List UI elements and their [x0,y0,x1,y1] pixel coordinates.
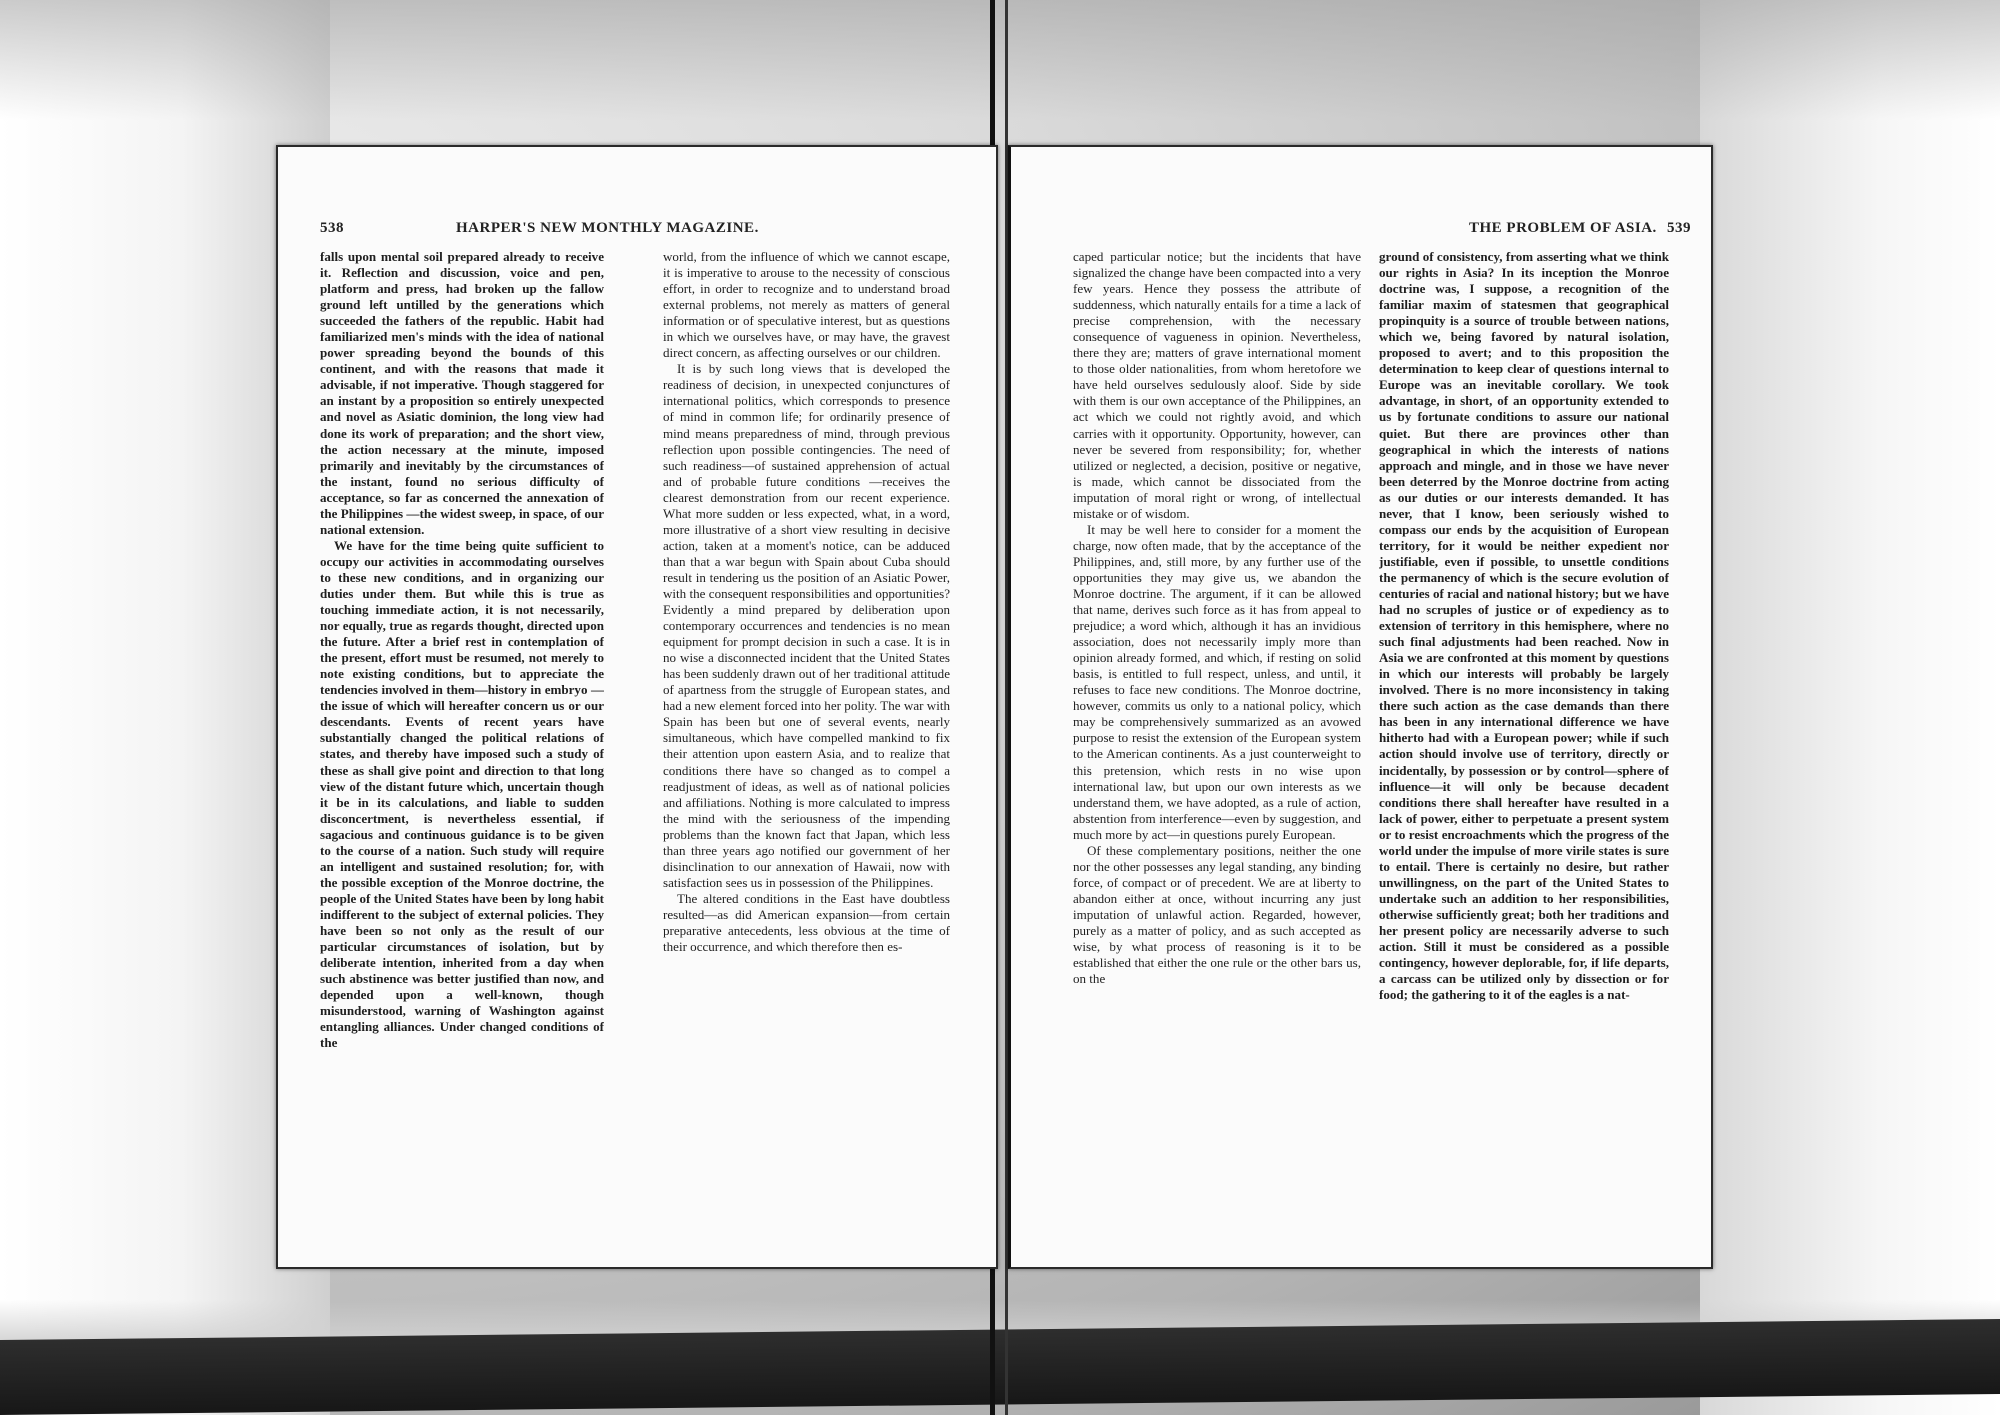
paragraph: It is by such long views that is developed the readiness of decision, in unexpected conjunctures of international politics, which corresponds to presence of mind in common life; for ordinarily presence of mind means preparedness of mind, through previous reflection upon possible contingencies. The need of such readiness—of sustained apprehension of actual and of probable future conditions —receives the clearest demonstration from our recent experience. What more sudden or less expected, what, in a word, more illustrative of a short view resulting in decisive action, taken at a moment's notice, can be adduced than that a war begun with Spain about Cuba should result in tendering us the position of an Asiatic Power, with the consequent responsibilities and opportunities? Evidently a mind prepared by deliberation upon contemporary occurrences and tendencies is no mean equipment for prompt decision in such a case. It is in no wise a disconnected incident that the United States has been suddenly drawn out of her traditional attitude of apartness from the struggle of European states, and had a new element forced into her polity. The war with Spain has been but one of several events, nearly simultaneous, which have compelled mankind to fix their attention upon eastern Asia, and to realize that conditions there have so changed as to compel a readjustment of ideas, as well as of national policies and affiliations. Nothing is more calculated to impress the mind with the seriousness of the impending problems than the known fact that Japan, which less than three years ago notified our government of her disinclination to our annexation of Hawaii, now with satisfaction sees us in possession of the Philippines. [663,361,950,890]
left-page-column-2 [663,249,950,1189]
paragraph: We have for the time being quite sufficient to occupy our activities in accommodating ourselves to these new conditions, and in organizing our duties under them. But while this is true as touching immediate action, it is not necessarily, nor equally, true as regards thought, directed upon the future. After a brief rest in contemplation of the present, effort must be resumed, not merely to note existing conditions, but to appreciate the tendencies involved in them—history in embryo —the issue of which will hereafter concern us or our descendants. Events of recent years have substantially changed the political relations of states, and thereby have imposed such a study of these as shall give point and direction to that long view of the distant future which, uncertain though it be in its calculations, and liable to sudden disconcertment, is nevertheless essential, if sagacious and continuous guidance is to be given to the course of a nation. Such study will require an intelligent and sustained resolution; for, with the possible exception of the Monroe doctrine, the people of the United States have been by long habit indifferent to the subject of external policies. They have been so not only as the result of our particular circumstances of isolation, but by deliberate intention, inherited from a day when such abstinence was better justified than now, and depended upon a well-known, though misunderstood, warning of Washington against entangling alliances. Under changed conditions of the [320,537,604,1051]
left-running-head [278,220,996,240]
scan-right-margin [1700,0,2000,1415]
paragraph: ground of consistency, from asserting what we think our rights in Asia? In its inception the Monroe doctrine was, I suppose, a recognition of the familiar maxim of statesmen that geographical propinquity is a source of trouble between nations, which we, being favored by natural isolation, proposed to avert; and to this proposition the determination to keep clear of questions internal to Europe was an inevitable corollary. We took advantage, in short, of an opportunity extended to us by fortunate conditions to assure our national quiet. But there are provinces other than geographical in which the interests of nations approach and mingle, and in those we have never been deterred by the Monroe doctrine from acting as our duties or our interests demanded. It has never, that I know, been seriously wished to compass our ends by the acquisition of European territory, for it would be neither expedient nor justifiable, even if possible, to unsettle conditions the permanency of which is the secure evolution of centuries of racial and national history; but we have had no scruples of justice or of expediency as to extension of territory in this hemisphere, where no such final adjustments had been reached. Now in Asia we are confronted at this moment by questions in which our interests will probably be largely involved. There is no more inconsistency in taking there such action as the case demands than there has been in any international difference we have hitherto had with a European power; while if such action should involve use of territory, directly or incidentally, by possession or by control—sphere of influence—it will only be because decadent conditions there shall hereafter have resulted in a lack of power, either to perpetuate a present system or to resist encroachments which the progress of the world under the impulse of more virile states is sure to entail. There is certainly no desire, but rather unwillingness, on the part of the United States to undertake such an addition to her responsibilities, otherwise sufficiently great; both her traditions and her present policy are necessarily adverse to such action. Still it must be considered as a possible contingency, however deplorable, for, if life departs, a carcass can be utilized only by dissection or for food; the gathering to it of the eagles is a nat- [1379,249,1669,1003]
paragraph: world, from the influence of which we cannot escape, it is imperative to arouse to the necessity of conscious effort, in order to recognize and to understand broad external problems, not merely as matters of general information or of speculative interest, but as questions in which we ourselves have, or may have, the gravest direct concern, as affecting ourselves or our children. [663,249,950,361]
paragraph: The altered conditions in the East have doubtless resulted—as did American expansion—from certain preparative antecedents, less obvious at the time of their occurrence, and which therefore then es- [663,890,950,955]
right-running-head [1011,220,1711,240]
right-page [1008,145,1713,1269]
right-page-number: 539 [1667,220,1691,236]
left-running-title: HARPER'S NEW MONTHLY MAGAZINE. [456,220,759,236]
left-page [276,145,998,1269]
paragraph: It may be well here to consider for a moment the charge, now often made, that by the acceptance of the Philippines, and, still more, by any further use of the opportunities they may give us, we abandon the Monroe doctrine. The argument, if it can be allowed that name, derives such force as it has from appeal to prejudice; a word which, although it has an invidious association, does not necessarily imply more than opinion already formed, and which, if resting on solid basis, is entitled to full respect, unless, and until, it refuses to face new conditions. The Monroe doctrine, however, commits us only to a national policy, which may be comprehensively summarized as an avowed purpose to resist the extension of the European system to the American continents. As a just counterweight to this pretension, which rests in no wise upon international law, but upon our own interests as we understand them, we have adopted, as a rule of action, abstention from interference—even by suggestion, and much more by act—in questions purely European. [1073,521,1361,842]
left-page-column-1 [320,249,604,1189]
paragraph: caped particular notice; but the incidents that have signalized the change have been compacted into a very few years. Hence they possess the attribute of suddenness, which naturally entails for a time a lack of precise comprehension, with the necessary consequence of vagueness in opinion. Nevertheless, there they are; matters of grave international moment to those older nationalities, from whom heretofore we have held ourselves sedulously aloof. Side by side with them is our own acceptance of the Philippines, an act which we could not rightly avoid, and which carries with it opportunity. Opportunity, however, can never be severed from responsibility; for, whether utilized or neglected, a decision, positive or negative, is made, which cannot be dissociated from the imputation of moral right or wrong, of intellectual mistake or of wisdom. [1073,249,1361,521]
right-running-title: THE PROBLEM OF ASIA. [1469,220,1657,236]
left-page-number: 538 [320,220,344,236]
right-page-column-2 [1379,249,1669,1189]
paragraph: Of these complementary positions, neither the one nor the other possesses any legal standing, any binding force, of compact or of precedent. We are at liberty to abandon either at once, without incurring any just imputation of unlawful action. Regarded, however, purely as a matter of policy, and as such accepted as wise, by what process of reasoning is it to be established that either the one rule or the other bars us, on the [1073,842,1361,987]
paragraph: falls upon mental soil prepared already to receive it. Reflection and discussion, voice and pen, platform and press, had broken up the fallow ground left untilled by the generations which succeeded the fathers of the republic. Habit had familiarized men's minds with the idea of national power spreading beyond the bounds of this continent, and with the reasons that made it advisable, if not imperative. Though staggered for an instant by a proposition so entirely unexpected and novel as Asiatic dominion, the long view had done its work of preparation; and the short view, the action necessary at the minute, imposed primarily and inevitably by the circumstances of the instant, found no serious difficulty of acceptance, so far as concerned the annexation of the Philippines —the widest sweep, in space, of our national extension. [320,249,604,537]
right-page-column-1 [1073,249,1361,1189]
scan-top-shadow [0,0,2000,120]
